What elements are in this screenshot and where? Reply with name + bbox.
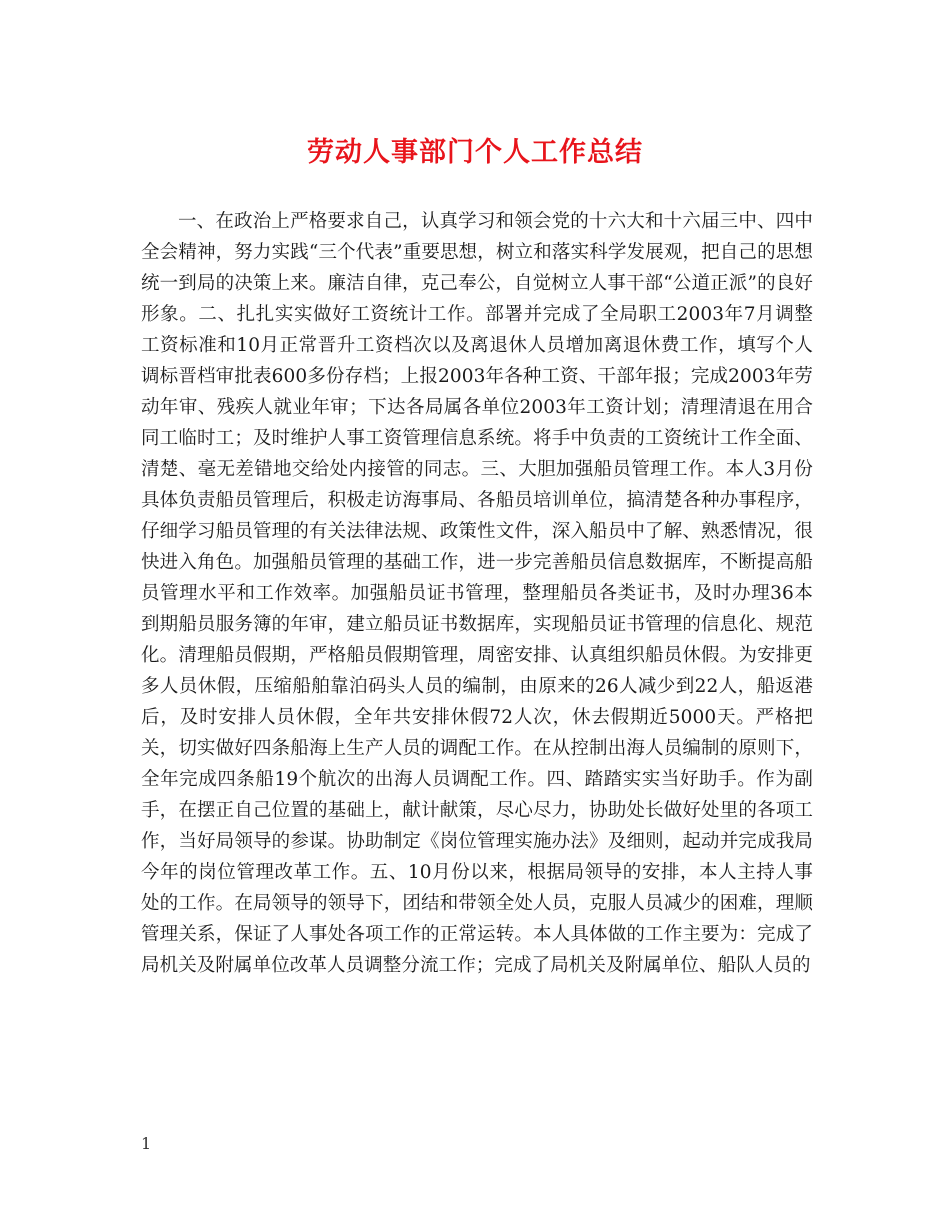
document-body: 一、在政治上严格要求自己，认真学习和领会党的十六大和十六届三中、四中全会精神，努力实践“三个代表”重要思想，树立和落实科学发展观，把自己的思想统一到局的决策上来。廉洁自律，克己奉公，自觉树立人事干部“公道正派”的良好形象。二、扎扎实实做好工资统计工作。部署并完成了全局职工2003年7月调整工资标准和10月正常晋升工资档次以及离退休人员增加离退休费工作，填写个人调标晋档审批表600多份存档；上报2003年各种工资、干部年报；完成2003年劳动年审、残疾人就业年审；下达各局属各单位2003年工资计划；清理清退在用合同工临时工；及时维护人事工资管理信息系统。将手中负责的工资统计工作全面、清楚、毫无差错地交给处内接管的同志。三、大胆加强船员管理工作。本人3月份具体负责船员管理后，积极走访海事局、各船员培训单位，搞清楚各种办事程序，仔细学习船员管理的有关法律法规、政策性文件，深入船员中了解、熟悉情况，很快进入角色。加强船员管理的基础工作，进一步完善船员信息数据库，不断提高船员管理水平和工作效率。加强船员证书管理，整理船员各类证书，及时办理36本到期船员服务簿的年审，建立船员证书数据库，实现船员证书管理的信息化、规范化。清理船员假期，严格船员假期管理，周密安排、认真组织船员休假。为安排更多人员休假，压缩船舶靠泊码头人员的编制，由原来的26人减少到22人，船返港后，及时安排人员休假，全年共安排休假72人次，休去假期近5000天。严格把关，切实做好四条船海上生产人员的调配工作。在从控制出海人员编制的原则下，全年完成四条船19个航次的出海人员调配工作。四、踏踏实实当好助手。作为副手，在摆正自己位置的基础上，献计献策，尽心尽力，协助处长做好处里的各项工作，当好局领导的参谋。协助制定《岗位管理实施办法》及细则，起动并完成我局今年的岗位管理改革工作。五、10月份以来，根据局领导的安排，本人主持人事处的工作。在局领导的领导下，团结和带领全处人员，克服人员减少的困难，理顺管理关系，保证了人事处各项工作的正常运转。本人具体做的工作主要为：完成了局机关及附属单位改革人员调整分流工作；完成了局机关及附属单位、船队人员的 bbox=[141, 211, 813, 976]
document-title: 劳动人事部门个人工作总结 bbox=[307, 137, 643, 168]
page-number: 1 bbox=[141, 1134, 152, 1153]
